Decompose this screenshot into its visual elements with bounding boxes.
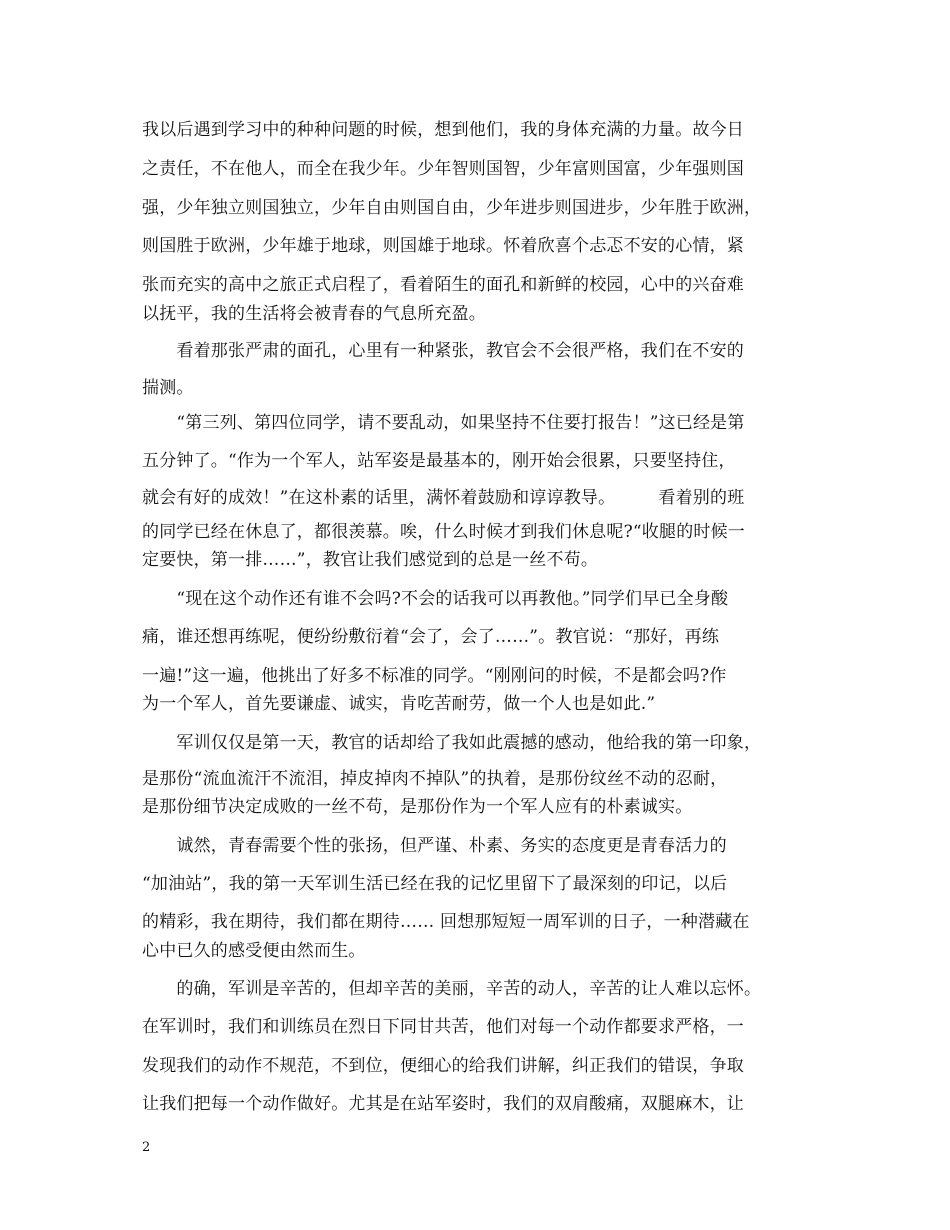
text-line: 揣测。: [142, 378, 194, 398]
text-line: 心中已久的感受便由然而生。: [142, 941, 366, 961]
text-line: 定要快，第一排……”，教官让我们感觉到的总是一丝不苟。: [142, 550, 599, 570]
text-line: 是那份细节决定成败的一丝不苟，是那份作为一个军人应有的朴素诚实。: [142, 797, 693, 817]
text-line: 五分钟了。“作为一个军人，站军姿是最基本的，刚开始会很累，只要坚持住，: [142, 451, 736, 471]
text-line: 张而充实的高中之旅正式启程了，看着陌生的面孔和新鲜的校园，心中的兴奋难: [142, 275, 744, 295]
text-line: 强，少年独立则国独立，少年自由则国自由，少年进步则国进步，少年胜于欧洲，: [142, 198, 762, 218]
text-line: 我以后遇到学习中的种种问题的时候，想到他们，我的身体充满的力量。故今日: [142, 120, 744, 140]
text-line: “现在这个动作还有谁不会吗?不会的话我可以再教他。”同学们早已全身酸: [142, 589, 729, 609]
text-line: 诚然，青春需要个性的张扬，但严谨、朴素、务实的态度更是青春活力的: [142, 836, 727, 856]
text-line: 看着那张严肃的面孔，心里有一种紧张，教官会不会很严格，我们在不安的: [142, 341, 744, 361]
text-line: 痛，谁还想再练呢，便纷纷敷衍着“会了，会了……”。教官说：“那好，再练: [142, 627, 720, 647]
text-line: 军训仅仅是第一天，教官的话却给了我如此震撼的感动，他给我的第一印象，: [142, 733, 762, 753]
text-line: 为一个军人，首先要谦虚、诚实，肯吃苦耐劳，做一个人也是如此.”: [142, 694, 656, 714]
text-line: 在军训时，我们和训练员在烈日下同甘共苦，他们对每一个动作都要求严格，一: [142, 1017, 744, 1037]
text-line: 之责任，不在他人，而全在我少年。少年智则国智，少年富则国富，少年强则国: [142, 159, 744, 179]
text-line: 则国胜于欧洲，少年雄于地球，则国雄于地球。怀着欣喜个忐忑不安的心情，紧: [142, 236, 744, 256]
text-line: 发现我们的动作不规范，不到位，便细心的给我们讲解，纠正我们的错误，争取: [142, 1056, 744, 1076]
text-line: 的同学已经在休息了，都很羡慕。唉，什么时候才到我们休息呢?“收腿的时候一: [142, 522, 746, 542]
text-line: 以抚平，我的生活将会被青春的气息所充盈。: [142, 304, 486, 324]
text-line: 就会有好的成效！”在这朴素的话里，满怀着鼓励和谆谆教导。 看着别的班: [142, 488, 745, 508]
text-line: “加油站”，我的第一天军训生活已经在我的记忆里留下了最深刻的印记，以后: [142, 874, 728, 894]
text-line: 是那份“流血流汗不流泪，掉皮掉肉不掉队”的执着，是那份纹丝不动的忍耐，: [142, 769, 728, 789]
text-line: 的精彩，我在期待，我们都在期待…… 回想那短短一周军训的日子，一种潜藏在: [142, 912, 750, 932]
text-line: “第三列、第四位同学，请不要乱动，如果坚持不住要打报告！”这已经是第: [142, 413, 745, 433]
text-line: 让我们把每一个动作做好。尤其是在站军姿时，我们的双肩酸痛，双腿麻木，让: [142, 1094, 744, 1114]
text-line: 的确，军训是辛苦的，但却辛苦的美丽，辛苦的动人，辛苦的让人难以忘怀。: [142, 979, 762, 999]
page-number: 2: [142, 1140, 151, 1155]
text-line: 一遍!”这一遍，他挑出了好多不标准的同学。“刚刚问的时候，不是都会吗?作: [142, 666, 727, 686]
